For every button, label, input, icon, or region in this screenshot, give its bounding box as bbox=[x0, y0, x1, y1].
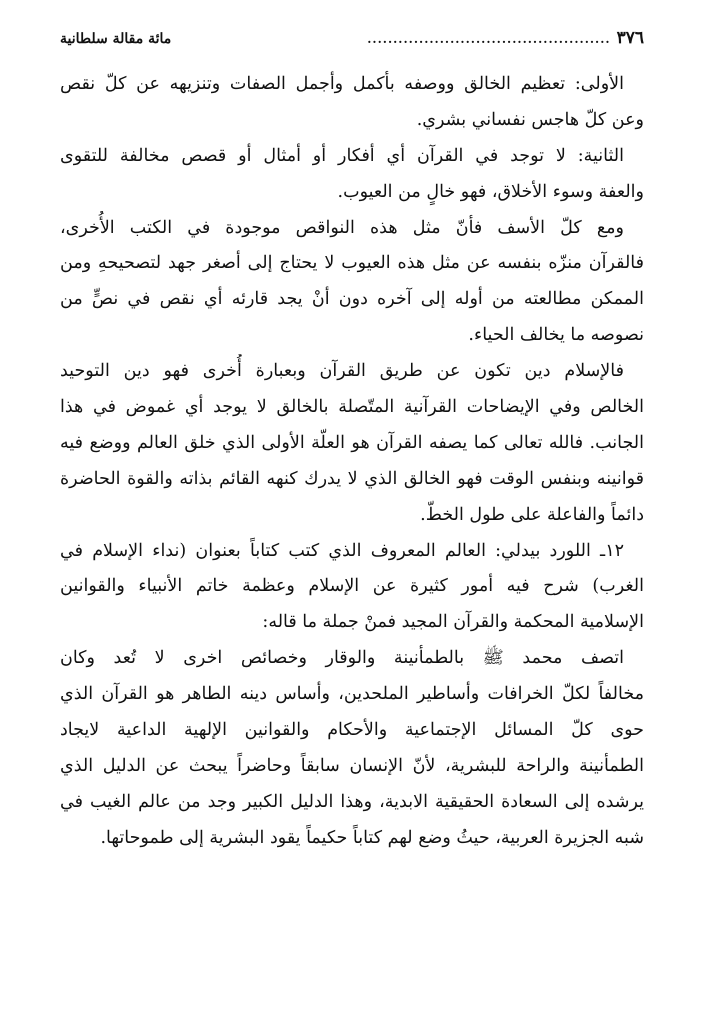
text-line: حوى كلّ المسائل الإجتماعية والأحكام والقوانين الإلهية الداعية لايجاد bbox=[60, 720, 644, 741]
text-line: الغرب) شرح فيه أمور كثيرة عن الإسلام وعظمة خاتم الأنبياء والقوانين bbox=[60, 576, 644, 597]
text-line: يرشده إلى السعادة الحقيقية الابدية، وهذا الدليل الكبير وجد من عالم الغيب في bbox=[60, 791, 644, 812]
text-line: قوانينه وبنفس الوقت فهو الخالق الذي لا يدرك كنهه القائم بذاته والقوة الحاضرة bbox=[60, 468, 644, 489]
text-line: الإسلامية المحكمة والقرآن المجيد فمنْ جملة ما قاله: bbox=[262, 612, 644, 633]
page-number: ٣٧٦ bbox=[616, 28, 644, 48]
text-line: الطمأنينة والراحة للبشرية، لأنّ الإنسان سابقاً وحاضراً يبحث عن الدليل الذي bbox=[60, 755, 644, 776]
text-line: فالقرآن منزّه بنفسه عن مثل هذه العيوب لا يحتاج إلى أصغر جهد لتصحيحهِ ومن bbox=[60, 253, 644, 274]
running-title: مائة مقالة سلطانية bbox=[60, 31, 172, 47]
text-line: الممكن مطالعته من أوله إلى آخره دون أنْ يجد قارئه أي نقص في نصٍّ من bbox=[60, 289, 644, 310]
text-line: مخالفاً لكلّ الخرافات وأساطير الملحدين، وأساس دينه الطاهر هو القرآن الذي bbox=[60, 684, 644, 705]
text-line: ومع كلّ الأسف فأنّ مثل هذه النواقص موجودة في الكتب الأُخرى، bbox=[60, 217, 624, 238]
text-line: الأولى: تعظيم الخالق ووصفه بأكمل وأجمل الصفات وتنزيهه عن كلّ نقص bbox=[60, 74, 624, 94]
text-line: والعفة وسوء الأخلاق، فهو خالٍ من العيوب. bbox=[337, 181, 644, 202]
text-line: فالإسلام دين تكون عن طريق القرآن وبعبارة أُخرى فهو دين التوحيد bbox=[60, 361, 624, 382]
text-line: الخالص وفي الإيضاحات القرآنية المتّصلة بالخالق لا يوجد أي غموض في هذا bbox=[60, 397, 644, 418]
text-line: شبه الجزيرة العربية، حيثُ وضع لهم كتاباً حكيماً يقود البشرية إلى طموحاتها. bbox=[100, 827, 644, 848]
text-line: دائماً والفاعلة على طول الخطّ. bbox=[420, 504, 644, 525]
page-header bbox=[60, 28, 644, 59]
header-leader-dots: ............................................... bbox=[367, 32, 611, 46]
text-line: نصوصه ما يخالف الحياء. bbox=[468, 325, 644, 346]
text-line: الثانية: لا توجد في القرآن أي أفكار أو أمثال أو قصص مخالفة للتقوى bbox=[60, 145, 624, 166]
body-text bbox=[60, 67, 644, 857]
text-line: وعن كلّ هاجس نفساني بشري. bbox=[416, 109, 644, 130]
text-line: الجانب. فالله تعالى كما يصفه القرآن هو العلّة الأولى الذي خلق العالم ووضع فيه bbox=[60, 432, 644, 453]
text-line: اتصف محمد ﷺ بالطمأنينة والوقار وخصائص اخرى لا تُعد وكان bbox=[60, 648, 624, 669]
text-line: ١٢ـ اللورد بيدلي: العالم المعروف الذي كتب كتاباً بعنوان (نداء الإسلام في bbox=[60, 540, 624, 561]
